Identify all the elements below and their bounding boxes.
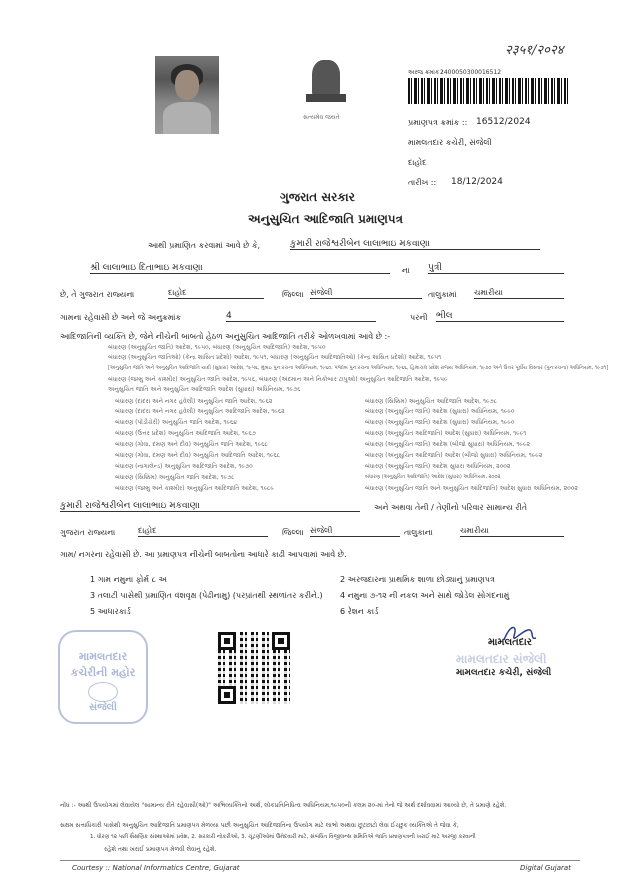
- community-pre: પરની: [410, 313, 428, 322]
- fine-print-left-4: બંધારણ (ગોવા, દમણ અને દીવ) અનુસુચિત જાતિ આદેશ, ૧૯૬૮: [115, 441, 268, 448]
- district-value: દાહોદ: [168, 288, 264, 299]
- fine-print-left-6: બંધારણ (નાગાલેન્ડ) અનુસુચિત આદિજાતિ આદેશ, ૧૯૭૦: [115, 463, 253, 470]
- fine-print-left-2: બંધારણ (પોંડીચેરી) અનુસુચિત જાતિ આદેશ, ૧૯૬૪: [115, 419, 238, 426]
- residence-state-text: ગુજરાત રાજ્યના: [60, 528, 116, 537]
- certificate-title: અનુસુચિત આદિજાતિ પ્રમાણપત્ર: [248, 212, 403, 226]
- footer-line-3: રહેશે તથા ખરાઈ પ્રમાણપત્ર મેળવી લેવાનું રહેશે.: [104, 846, 217, 853]
- courtesy-text: Courtesy :: National Informatics Centre, Gujarat: [72, 864, 240, 872]
- residence-village: ચમારીયા: [460, 526, 564, 537]
- document-item-4: 4 નમુના ૭-૧૨ ની નકલ અને સાથે જોડેલ સોગંદનામું: [340, 591, 510, 600]
- fine-print-top-2: [અનુસુચિત જાતિ અને અનુસુચિત આદિજાતિ યાદી (સુધારા) આદેશ, ૧૯૫૬, મુંબઇ પુનઃરચના અધિનિયમ, ૧૯૬૦, પંજાબ પુનઃરચના અધિનિયમ, ૧૯૬૬, હિમાચલ પ્રદેશ રાજ્ય અધિનિયમ, ૧૯૭૦ અને ઉત્તર પૂર્વીય વિસ્તાર (પુનઃરચના) અધિનિયમ, ૧૯૭૧]: [108, 365, 609, 371]
- applicant-name: કુમારી રાજેશ્વરીબેન લાલાભાઇ મકવાણા: [290, 239, 540, 250]
- footer-line-2: 1. ધોરણ ૧૨ પછી શૈક્ષણિક સંસ્થાઓમાં પ્રવેશ, 2. સરકારી નોકરીઓ, 3. ચૂંટણીઓમાં ઉમેદવારી માટે, સંબંધિત વિજીલન્સ સમિતિએ જાતિ પ્રમાણપત્રની ખરાઈ માટે અરજી કરવાની: [90, 834, 476, 840]
- date-label: તારીખ ::: [408, 178, 437, 187]
- office-name: મામલતદાર કચેરી, સંજેલી: [408, 138, 492, 147]
- cert-no: 16512/2024: [476, 117, 531, 127]
- document-item-3: 3 તલાટી પાસેથી પ્રમાણિત વંશવૃક્ષ (પેઢીનામુ) (પરપ્રાંતથી સ્થળાંતર કરીને.): [90, 591, 323, 600]
- stamp-line-2: કચેરીની મહોર: [70, 666, 136, 679]
- stamp-line-3: સંજેલી: [89, 702, 117, 713]
- national-emblem-icon: [302, 56, 350, 108]
- residence-name: કુમારી રાજેશ્વરીબેન લાલાભાઇ મકવાણા: [60, 501, 360, 512]
- district-suffix: જિલ્લા: [282, 290, 304, 299]
- certify-text: આથી પ્રમાણિત કરવામાં આવે છે કે,: [148, 241, 261, 250]
- fine-print-top-3: બંધારણ (જમ્મુ અને કાશ્મીર) અનુસુચિત જાતિ આદેશ, ૧૯૫૬, બંધારણ (અંદમાન અને નિકોબાર ટાપુઓ) અનુસુચિત આદિજાતિ આદેશ, ૧૯૫૯: [108, 376, 448, 383]
- signatory-office: મામલતદાર કચેરી, સંજેલી: [456, 668, 552, 678]
- community: ભીલ: [436, 311, 564, 322]
- digital-gujarat-text: Digital Gujarat: [520, 864, 571, 872]
- fine-print-right-1: બંધારણ (અનુસુચિત જાતિ) આદેશ (સુધારા) અધિનિયમ, ૧૯૯૦: [365, 408, 515, 415]
- fine-print-left-7: બંધારણ (સિક્કિમ) અનુસુચિત જાતિ આદેશ, ૧૯૭૮: [115, 474, 235, 481]
- cert-no-label: પ્રમાણપત્ર ક્રમાંક ::: [408, 118, 468, 127]
- document-item-5: 5 આધારકાર્ડ: [90, 607, 131, 616]
- fine-print-right-3: બંધારણ (અનુસુચિત આદિજાતિ) આદેશ (સુધારા) અધિનિયમ, ૧૯૯૧: [365, 430, 527, 437]
- fine-print-right-5: બંધારણ (અનુસુચિત આદિજાતિ) આદેશ (બીજો સુધારા) અધિનિયમ, ૧૯૯૨: [365, 452, 543, 459]
- residence-taluka: સંજેલી: [310, 526, 400, 537]
- inward-number: 2400050300016512: [440, 69, 502, 76]
- fine-print-right-4: બંધારણ (અનુસુચિત જાતિ) આદેશ (બીજો સુધારા) અધિનિયમ, ૧૯૯૨: [365, 441, 531, 448]
- state-text: છે, તે ગુજરાત રાજ્યના: [60, 290, 135, 299]
- taluka-suffix: તાલુકામાં: [428, 290, 457, 299]
- office-district: દાહોદ: [408, 158, 427, 167]
- serial-number: 4: [226, 311, 376, 322]
- relation-pre: ના: [402, 266, 410, 275]
- footer-divider: [60, 860, 580, 861]
- note-text: નોંધ :- આથી ઉપયોગમાં લેવાયેલ "સામાન્ય રીતે રહેવાસી(ઓ)" અભિવ્યક્તિનો અર્થ, લોકપ્રતિનિધિત્વ અધિનિયમ,૧૯૫૦ની કલમ ૨૦-માં તેનો જે અર્થ દર્શાવવામાં આવ્યો છે, તે પ્રમાણે રહેશે.: [60, 802, 507, 809]
- inward-label: અરજ ક્રમાંક :: [408, 69, 444, 76]
- applicant-photo: [155, 56, 219, 134]
- fine-print-left-1: બંધારણ (દાદરા અને નગર હવેલી) અનુસુચિત આદિજાતિ આદેશ, ૧૯૬૨: [115, 408, 285, 415]
- qr-code: [218, 632, 290, 704]
- emblem-caption: સત્યમેવ જયતે: [303, 114, 340, 121]
- taluka-value: સંજેલી: [310, 288, 422, 299]
- residence-and-text: અને અથવા તેની / તેણીનો પરિવાર સામાન્ય રીતે: [374, 503, 528, 512]
- fine-print-top-4: અનુસુચિત જાતિ અને અનુસુચિત આદિજાતિ આદેશ (સુધારા) અધિનિયમ, ૧૯૭૬: [108, 386, 301, 393]
- document-item-6: 6 રેશન કાર્ડ: [340, 607, 379, 616]
- document-item-1: 1 ગામ નમુના ફોર્મ ૮ અ: [90, 575, 167, 584]
- document-item-2: 2 અરજદારના પ્રાથમિક શાળા છોડ્યાનું પ્રમાણપત્ર: [340, 575, 495, 584]
- residence-district-suffix: જિલ્લા: [282, 528, 304, 537]
- fine-print-top-0: બંધારણ (અનુસુચિત જાતિ) આદેશ, ૧૯૫૦, બંધારણ (અનુસુચિત આદિજાતિ) આદેશ, ૧૯૫૦: [108, 344, 326, 351]
- government-heading: ગુજરાત સરકાર: [280, 190, 355, 204]
- handwritten-reference: २३५१/२०२४: [505, 43, 564, 58]
- village-value: ચમારીયા: [474, 288, 564, 299]
- footer-line-1: સક્ષમ સત્તાધિકારી પાસેથી અનુસુચિત આદિજાતિ પ્રમાણપત્ર મેળવ્યા પછી અનુસુચિત આદિજાતિના ઉપયોગ માટે લાભો અથવા છૂટછાટો લેવા ઈચ્છુક વ્યક્તિએ તે જેવા કે,: [60, 822, 459, 829]
- residence-district: દાહોદ: [138, 526, 268, 537]
- father-name: શ્રી લાલાભાઇ દિતાભાઇ મકવાણા: [90, 263, 390, 274]
- recognized-text: આદિજાતિની વ્યક્તિ છે, જેને નીચેની બાબતો હેઠળ અનુસુચિત આદિજાતિ તરીકે ઓળખવામાં આવે છે :-: [60, 332, 391, 341]
- barcode: [408, 78, 568, 104]
- fine-print-right-7: બંધારણ (અનુસુચિત આદિજાતિ) આદેશ (સુધારા) અધિનિયમ, ૨૦૦૨: [365, 474, 501, 480]
- fine-print-top-1: બંધારણ (અનુસુચિત જાતિઓ) (કેન્દ્ર શાસિત પ્રદેશો) આદેશ, ૧૯૫૧, બંધારણ (અનુસુચિત આદિજાતિઓ) (કેન્દ્ર શાસિત પ્રદેશો) આદેશ, ૧૯૫૧: [108, 354, 442, 361]
- relation: પુત્રી: [428, 263, 564, 274]
- fine-print-left-3: બંધારણ (ઉત્તર પ્રદેશ) અનુસુચિત આદિજાતિ આદેશ, ૧૯૬૭: [115, 430, 256, 437]
- resident-text: ગામના રહેવાસી છે અને જે અનુક્રમાંક: [60, 313, 182, 322]
- fine-print-right-2: બંધારણ (અનુસુચિત જાતિ) આદેશ (સુધારા) અધિનિયમ, ૧૯૯૦: [365, 419, 515, 426]
- fine-print-left-0: બંધારણ (દાદરા અને નગર હવેલી) અનુસુચિત જાતિ આદેશ, ૧૯૬૨: [115, 398, 273, 405]
- fine-print-right-8: બંધારણ (અનુસુચિત જાતિ અને અનુસુચિત આદિજાતિ) આદેશ સુધારા અધિનિયમ, ૨૦૦૨: [365, 485, 578, 492]
- stamp-line-1: મામલતદાર: [78, 650, 128, 663]
- residence-taluka-suffix: તાલુકાના: [404, 528, 433, 537]
- fine-print-right-6: બંધારણ (અનુસુચિત જાતિ) આદેશ સુધારા અધિનિયમ, ૨૦૦૨: [365, 463, 511, 470]
- residence-closing: ગામ/ નગરના રહેવાસી છે. આ પ્રમાણપત્ર નીચેની બાબતોના આધારે કાઢી આપવામાં આવે છે.: [60, 550, 347, 559]
- issue-date: 18/12/2024: [451, 177, 503, 187]
- fine-print-left-8: બંધારણ (જમ્મુ અને કાશ્મીર) અનુસુચિત આદિજાતિ આદેશ, ૧૯૮૯: [115, 485, 274, 492]
- fine-print-right-0: બંધારણ (સિક્કિમ) અનુસુચિત આદિજાતિ આદેશ, ૧૯૭૮: [365, 398, 497, 405]
- signatory-faded-stamp: મામલતદાર સંજેલી: [456, 652, 547, 666]
- signatory-title: મામલતદાર: [488, 637, 532, 648]
- office-seal-stamp: [58, 630, 148, 724]
- fine-print-left-5: બંધારણ (ગોવા, દમણ અને દીવ) અનુસુચિત આદિજાતિ આદેશ, ૧૯૬૮: [115, 452, 281, 459]
